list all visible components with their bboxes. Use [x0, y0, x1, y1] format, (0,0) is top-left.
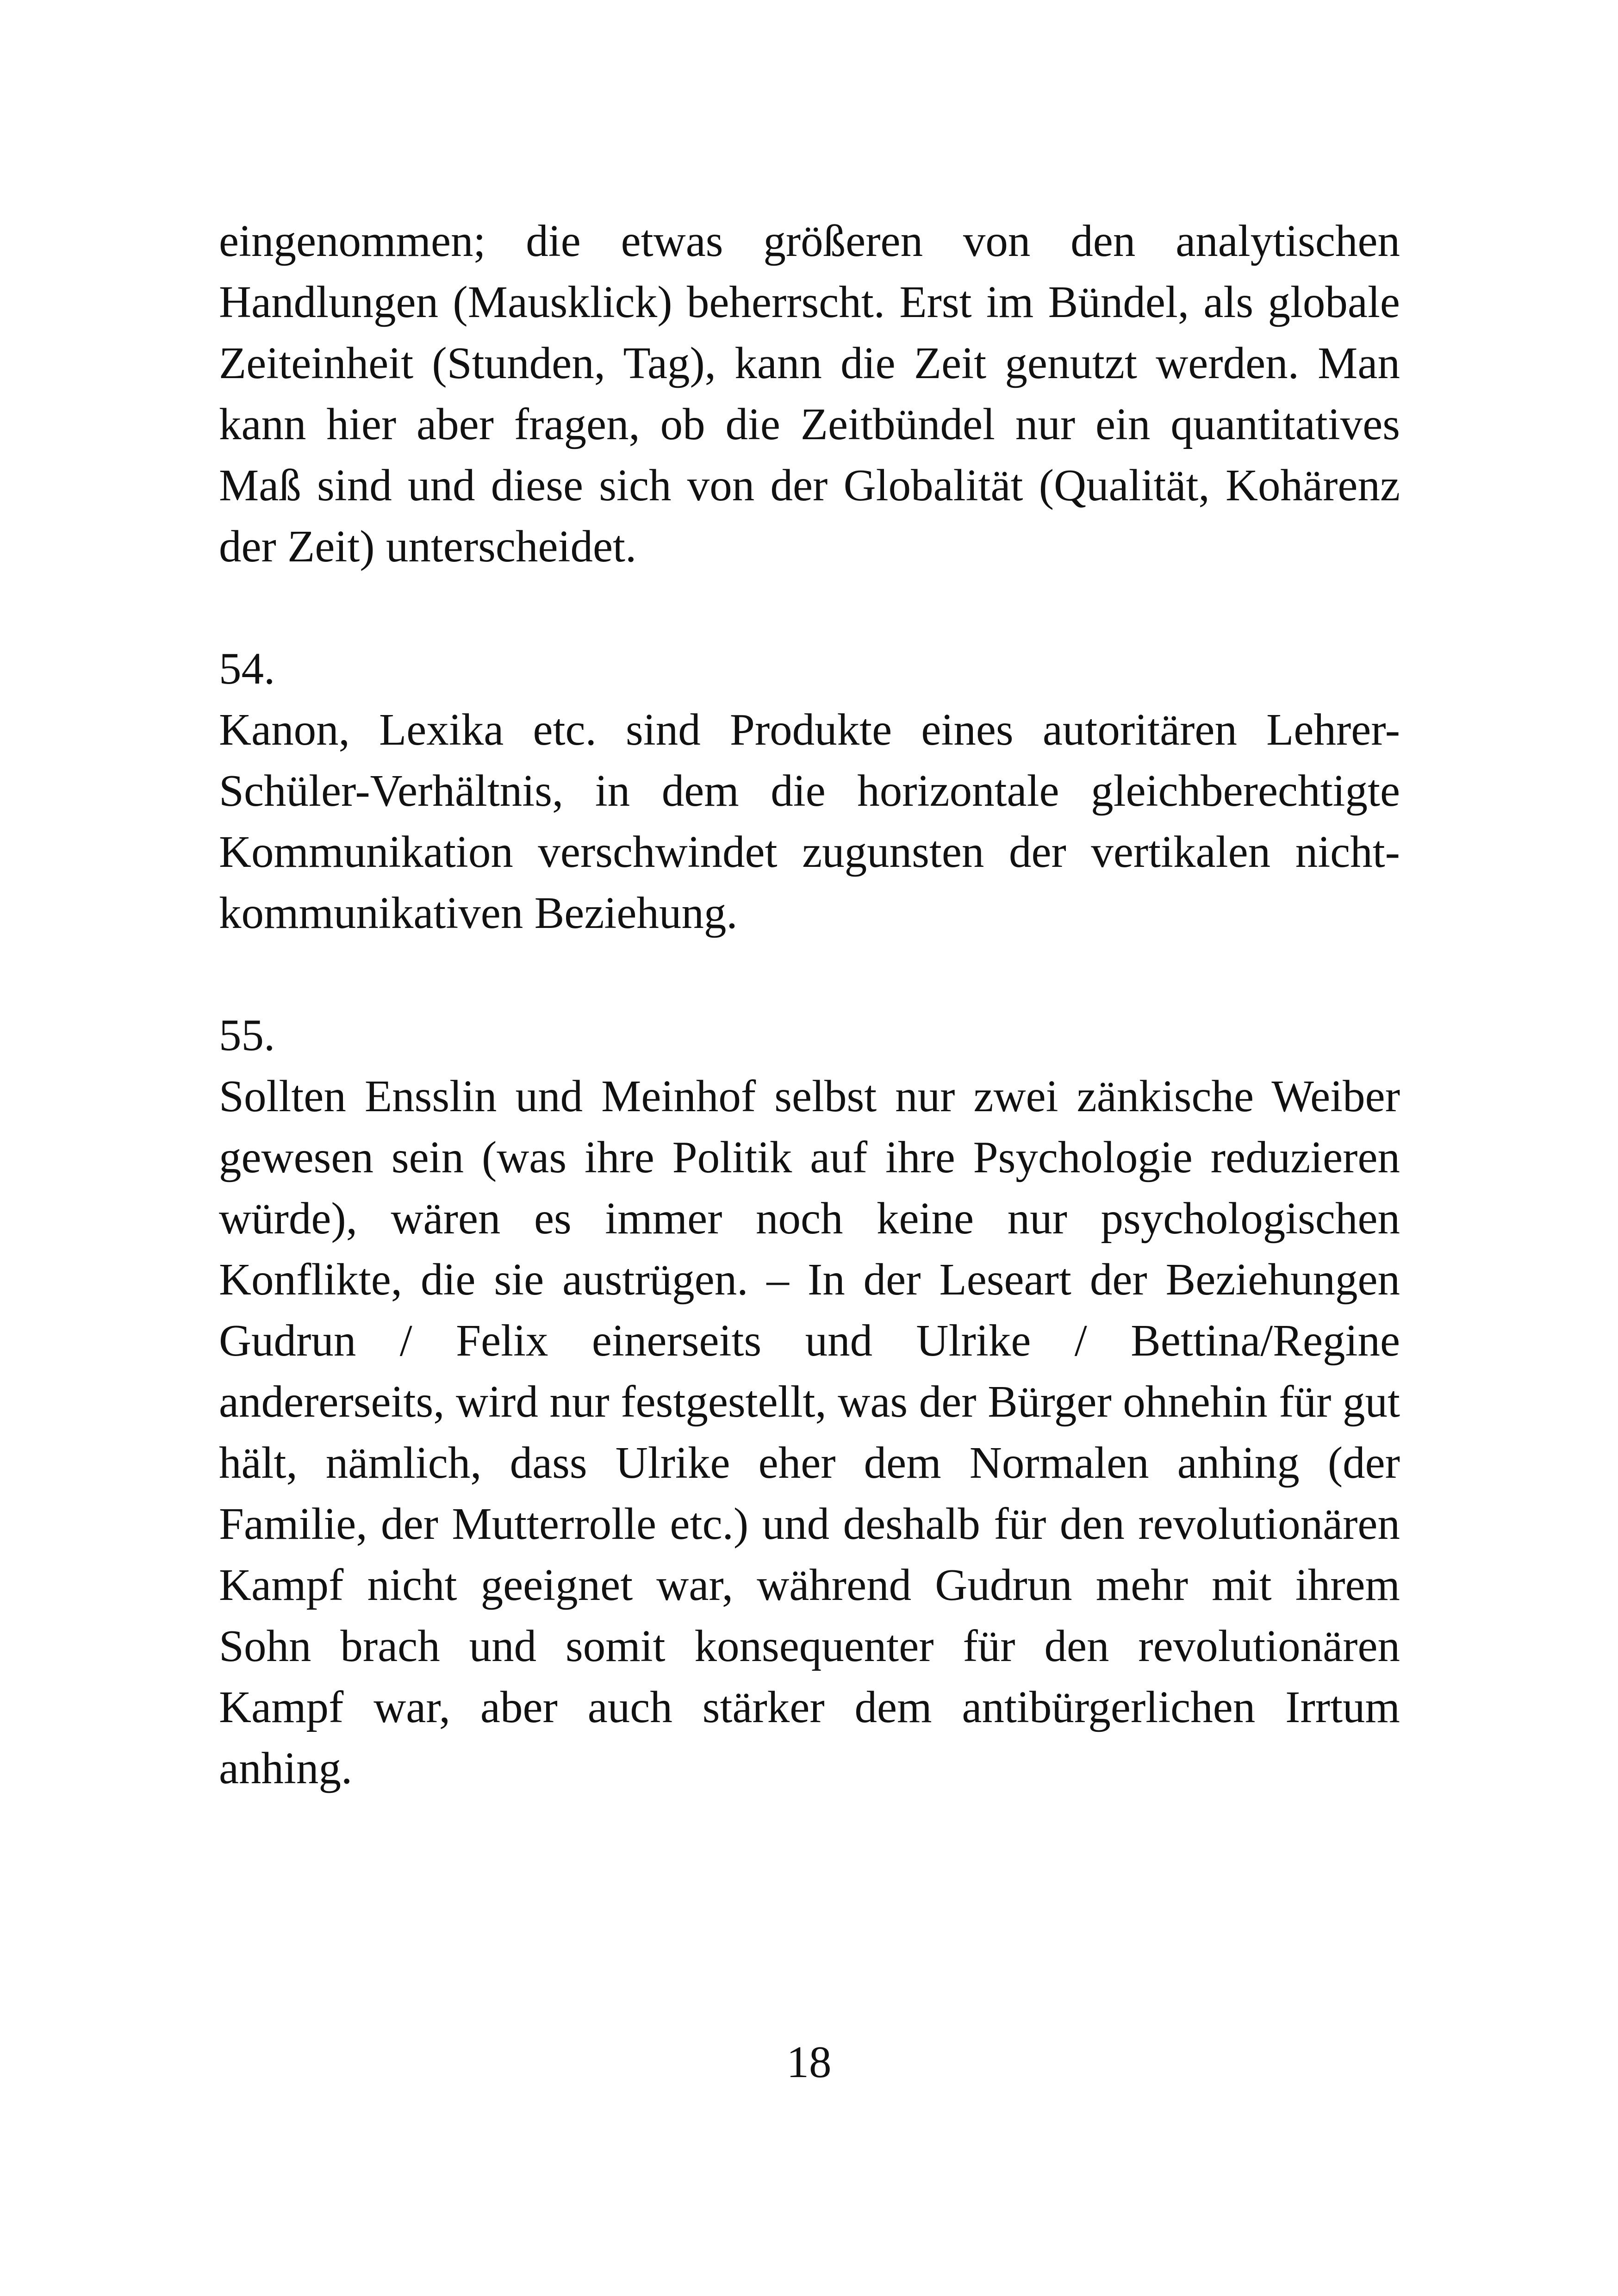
paragraph-54: Kanon, Lexika etc. sind Produkte eines autoritären Lehrer-Schüler-Verhältnis, in dem die horizontale gleichberechtigte Kommunikation verschwindet zugunsten der vertikalen nicht-kommunikativen Beziehung.: [219, 705, 1400, 938]
page-number: 18: [786, 2037, 832, 2087]
paragraph-continued: eingenommen; die etwas größeren von den analytischen Handlungen (Mausklick) beherrscht. Erst im Bündel, als globale Zeiteinheit (Stunden, Tag), kann die Zeit genutzt werden. Man kann hier aber fragen, ob die Zeitbündel nur ein quantitatives Maß sind und diese sich von der Globalität (Qualität, Kohärenz der Zeit) unterscheidet.: [219, 216, 1400, 571]
section-number-54: 54.: [219, 644, 275, 693]
paragraph-55: Sollten Ensslin und Meinhof selbst nur zwei zänkische Weiber gewesen sein (was ihre Politik auf ihre Psychologie reduzieren würde), wären es immer noch keine nur psychologischen Konflikte, die sie austrügen. – In der Leseart der Beziehungen Gudrun / Felix einerseits und Ulrike / Bettina/Regine andererseits, wird nur festgestellt, was der Bürger ohnehin für gut hält, nämlich, dass Ulrike eher dem Normalen anhing (der Familie, der Mutterrolle etc.) und deshalb für den revolutionären Kampf nicht geeignet war, während Gudrun mehr mit ihrem Sohn brach und somit konsequenter für den revolutionären Kampf war, aber auch stärker dem antibürgerlichen Irrtum anhing.: [219, 1071, 1400, 1793]
paragraph-gap: [219, 944, 1400, 1005]
paragraph-gap: [219, 577, 1400, 638]
text-column: [219, 211, 1400, 1799]
section-number-55: 55.: [219, 1010, 275, 1060]
